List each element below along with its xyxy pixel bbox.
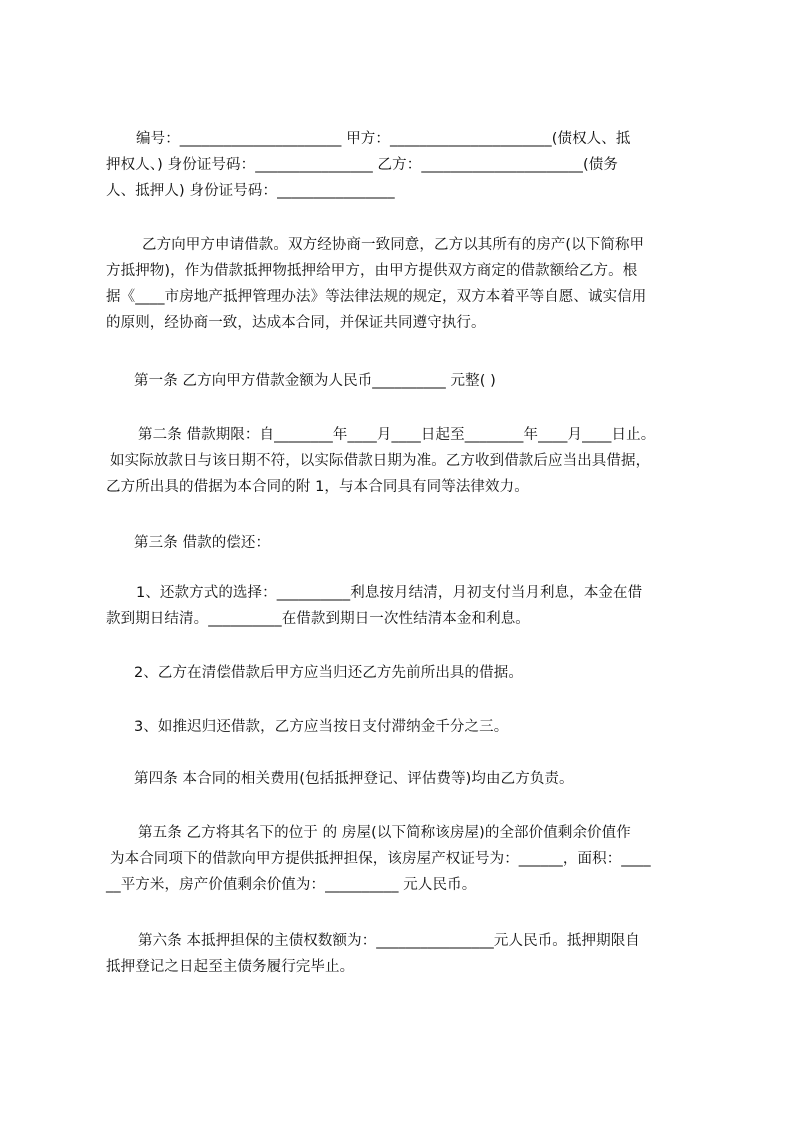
article-2-line-3: 乙方所出具的借据为本合同的附 1，与本合同具有同等法律效力。 xyxy=(106,479,529,495)
article-3-item-3 xyxy=(106,714,702,740)
intro-line-4: 的原则，经协商一致，达成本合同，并保证共同遵守执行。 xyxy=(106,315,486,331)
article-3-item-1 xyxy=(106,580,702,632)
article-2 xyxy=(106,422,702,500)
intro-line-3: 据《____市房地产抵押管理办法》等法律法规的规定，双方本着平等自愿、诚实信用 xyxy=(106,289,647,305)
article-5-line-1: 第五条 乙方将其名下的位于 的 房屋(以下简称该房屋)的全部价值剩余价值作 xyxy=(138,825,631,841)
article-2-line-1: 第二条 借款期限：自________年____月____日起至________年____月____日止。 xyxy=(138,427,656,443)
article-6-line-1: 第六条 本抵押担保的主债权数额为：________________元人民币。抵押期限自 xyxy=(138,933,640,949)
article-3-item-1-line-2: 款到期日结清。__________在借款到期日一次性结清本金和利息。 xyxy=(106,611,530,627)
article-4 xyxy=(106,766,702,792)
header-line-2: 押权人、) 身份证号码：________________ 乙方：______________________(债务 xyxy=(106,157,618,173)
header-line-3: 人、抵押人) 身份证号码：________________ xyxy=(106,183,395,199)
article-5 xyxy=(106,820,702,898)
header-line-1: 编号：______________________ 甲方：______________________(债权人、抵 xyxy=(136,131,631,147)
article-3-title-text: 第三条 借款的偿还： xyxy=(134,535,271,551)
article-3-item-3-text: 3、如推迟归还借款，乙方应当按日支付滞纳金千分之三。 xyxy=(134,719,509,735)
article-5-line-2: 为本合同项下的借款向甲方提供抵押担保，该房屋产权证号为：______，面积：____ xyxy=(110,851,651,867)
article-2-line-2: 如实际放款日与该日期不符，以实际借款日期为准。乙方收到借款后应当出具借据， xyxy=(110,453,651,469)
intro-paragraph xyxy=(106,232,702,336)
intro-line-1: 乙方向甲方申请借款。双方经协商一致同意，乙方以其所有的房产(以下简称甲 xyxy=(142,237,645,253)
article-5-line-3: __平方米，房产价值剩余价值为：__________ 元人民币。 xyxy=(106,877,477,893)
article-3-title xyxy=(106,530,702,556)
article-3-item-1-line-1: 1、还款方式的选择：__________利息按月结清，月初支付当月利息，本金在借 xyxy=(136,585,643,601)
article-6-line-2: 抵押登记之日起至主债务履行完毕止。 xyxy=(106,959,355,975)
article-1-line-1: 第一条 乙方向甲方借款金额为人民币__________ 元整( ) xyxy=(134,373,496,389)
article-3-item-2-text: 2、乙方在清偿借款后甲方应当归还乙方先前所出具的借据。 xyxy=(134,665,523,681)
article-4-line-1: 第四条 本合同的相关费用(包括抵押登记、评估费等)均由乙方负责。 xyxy=(134,771,574,787)
article-1 xyxy=(106,368,702,394)
article-6 xyxy=(106,928,702,980)
header-block xyxy=(106,126,702,204)
article-3-item-2 xyxy=(106,660,702,686)
intro-line-2: 方抵押物)，作为借款抵押物抵押给甲方，由甲方提供双方商定的借款额给乙方。根 xyxy=(106,263,638,279)
